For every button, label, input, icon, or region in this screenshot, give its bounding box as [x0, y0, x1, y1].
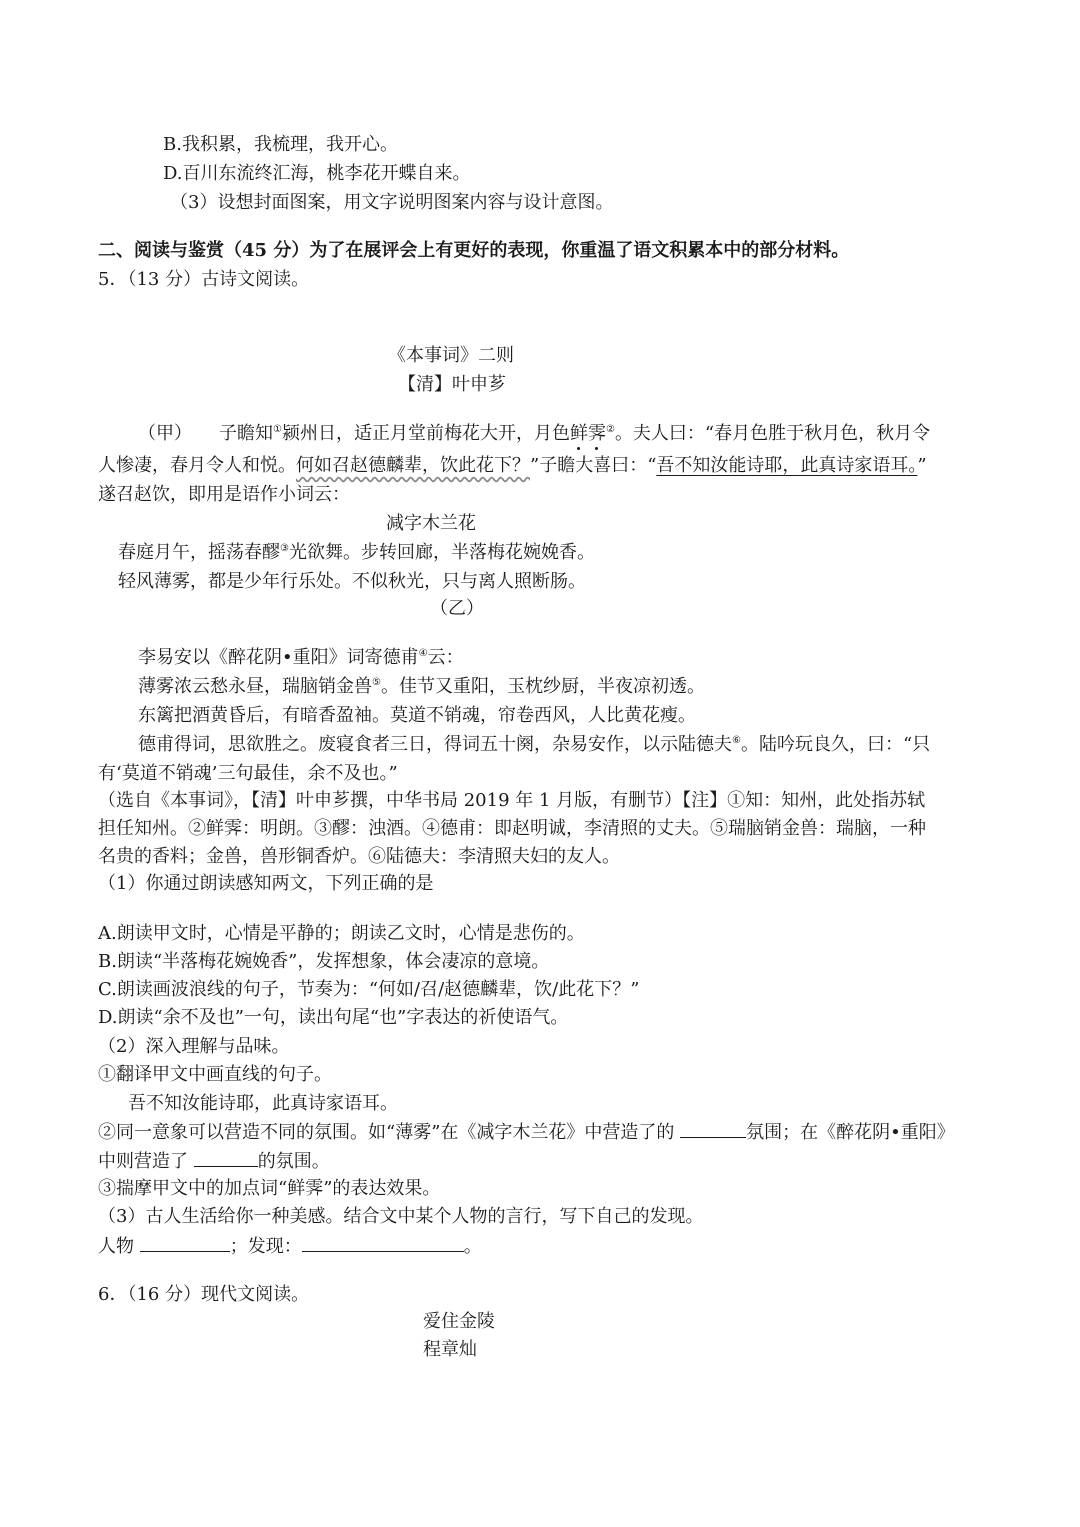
yi-label: （乙） [430, 598, 484, 619]
yi-line-1: 李易安以《醉花阴•重阳》词寄德甫④云： [138, 647, 464, 668]
modern-text-author: 程章灿 [423, 1339, 477, 1360]
text-title: 《本事词》二则 [388, 345, 514, 366]
answer-blank-finding[interactable] [302, 1235, 464, 1252]
answer-blank[interactable] [680, 1121, 746, 1138]
q2-item-1-sentence: 吾不知汝能诗耶，此真诗家语耳。 [128, 1093, 398, 1114]
option-d: D.百川东流终汇海，桃李花开蝶自来。 [163, 163, 471, 184]
jia-line-1: （甲） 子瞻知①颍州日，适正月堂前梅花大开，月色鲜霁②。夫人曰：“春月色胜于秋月色，秋月令 [138, 423, 931, 444]
dotted-char: 鲜 [569, 423, 588, 444]
answer-blank[interactable] [194, 1150, 258, 1167]
q1-option-d: D.朗读“余不及也”一句，读出句尾“也”字表达的祈使语气。 [98, 1007, 569, 1028]
q2-item-2-line-2: 中则营造了 的氛围。 [98, 1151, 330, 1172]
question-5-label: 5．（13 分）古诗文阅读。 [98, 269, 310, 290]
source-line-2: 担任知州。②鲜霁：明朗。③醪：浊酒。④德甫：即赵明诚，李清照的丈夫。⑤瑞脑销金兽：瑞脑，一种 [98, 818, 926, 839]
footnote-marker: ⑤ [372, 677, 381, 688]
yi-line-2: 薄雾浓云愁永昼，瑞脑销金兽⑤。佳节又重阳，玉枕纱厨，半夜凉初透。 [138, 676, 705, 697]
yi-line-5: 有‘莫道不销魂’三句最佳，余不及也。” [98, 763, 398, 784]
question-6-label: 6．（16 分）现代文阅读。 [98, 1284, 310, 1305]
q3-answer-line: 人物 ；发现： 。 [98, 1236, 482, 1257]
wavy-underlined-sentence: 何如召赵德麟辈，饮此花下？ [296, 455, 530, 476]
modern-text-title: 爱住金陵 [423, 1311, 495, 1332]
yi-line-3: 东篱把酒黄昏后，有暗香盈袖。莫道不销魂，帘卷西风，人比黄花瘦。 [138, 705, 696, 726]
ci-title: 减字木兰花 [386, 513, 476, 534]
footnote-marker: ④ [418, 648, 428, 659]
source-line-1: （选自《本事词》，【清】叶申芗撰，中华书局 2019 年 1 月版，有删节）【注】①知：知州，此处指苏轼 [98, 790, 926, 811]
footnote-marker: ① [273, 424, 282, 435]
ci-line-2: 轻风薄雾，都是少年行乐处。不似秋光，只与离人照断肠。 [118, 571, 586, 592]
q1-option-b: B.朗读“半落梅花婉娩香”，发挥想象，体会凄凉的意境。 [98, 951, 550, 972]
underlined-sentence: 吾不知汝能诗耶，此真诗家语耳。 [656, 455, 918, 476]
answer-blank-person[interactable] [140, 1235, 230, 1252]
q1-stem: （1）你通过朗读感知两文，下列正确的是 [98, 873, 434, 894]
dotted-char: 霁 [587, 423, 606, 444]
q1-option-c: C.朗读画波浪线的句子，节奏为：“何如/召/赵德麟辈，饮/此花下？” [98, 979, 640, 1000]
jia-line-2: 人惨凄，春月令人和悦。何如召赵德麟辈，饮此花下？”子瞻大喜曰：“吾不知汝能诗耶，此真诗家语耳。” [98, 455, 927, 476]
ci-line-1: 春庭月午，摇荡春醪③光欲舞。步转回廊，半落梅花婉娩香。 [118, 542, 595, 563]
yi-line-4: 德甫得词，思欲胜之。废寝食者三日，得词五十阕，杂易安作，以示陆德夫⑥。陆吟玩良久，曰：“只 [138, 734, 931, 755]
footnote-marker: ② [605, 424, 615, 435]
q1-option-a: A.朗读甲文时，心情是平静的；朗读乙文时，心情是悲伤的。 [98, 923, 585, 944]
q2-stem: （2）深入理解与品味。 [98, 1036, 290, 1057]
q2-item-1: ①翻译甲文中画直线的句子。 [98, 1064, 332, 1085]
source-line-3: 名贵的香料；金兽，兽形铜香炉。⑥陆德夫：李清照夫妇的友人。 [98, 846, 620, 867]
footnote-marker: ③ [280, 543, 289, 554]
q3-stem: （3）古人生活给你一种美感。结合文中某个人物的言行，写下自己的发现。 [98, 1206, 704, 1227]
q2-item-2-line-1: ②同一意象可以营造不同的氛围。如“薄雾”在《减字木兰花》中营造了的 氛围；在《醉花阴•重阳》 [98, 1122, 955, 1143]
question-3-cover: （3）设想封面图案，用文字说明图案内容与设计意图。 [170, 192, 614, 213]
section-heading: 二、阅读与鉴赏（45 分）为了在展评会上有更好的表现，你重温了语文积累本中的部分材料。 [98, 240, 850, 261]
q2-item-3: ③揣摩甲文中的加点词“鲜霁”的表达效果。 [98, 1178, 441, 1199]
text-author: 【清】叶申芗 [398, 374, 506, 395]
footnote-marker: ⑥ [732, 735, 741, 746]
jia-line-3: 遂召赵饮，即用是语作小词云： [98, 484, 350, 505]
option-b: B.我积累，我梳理，我开心。 [163, 134, 398, 155]
